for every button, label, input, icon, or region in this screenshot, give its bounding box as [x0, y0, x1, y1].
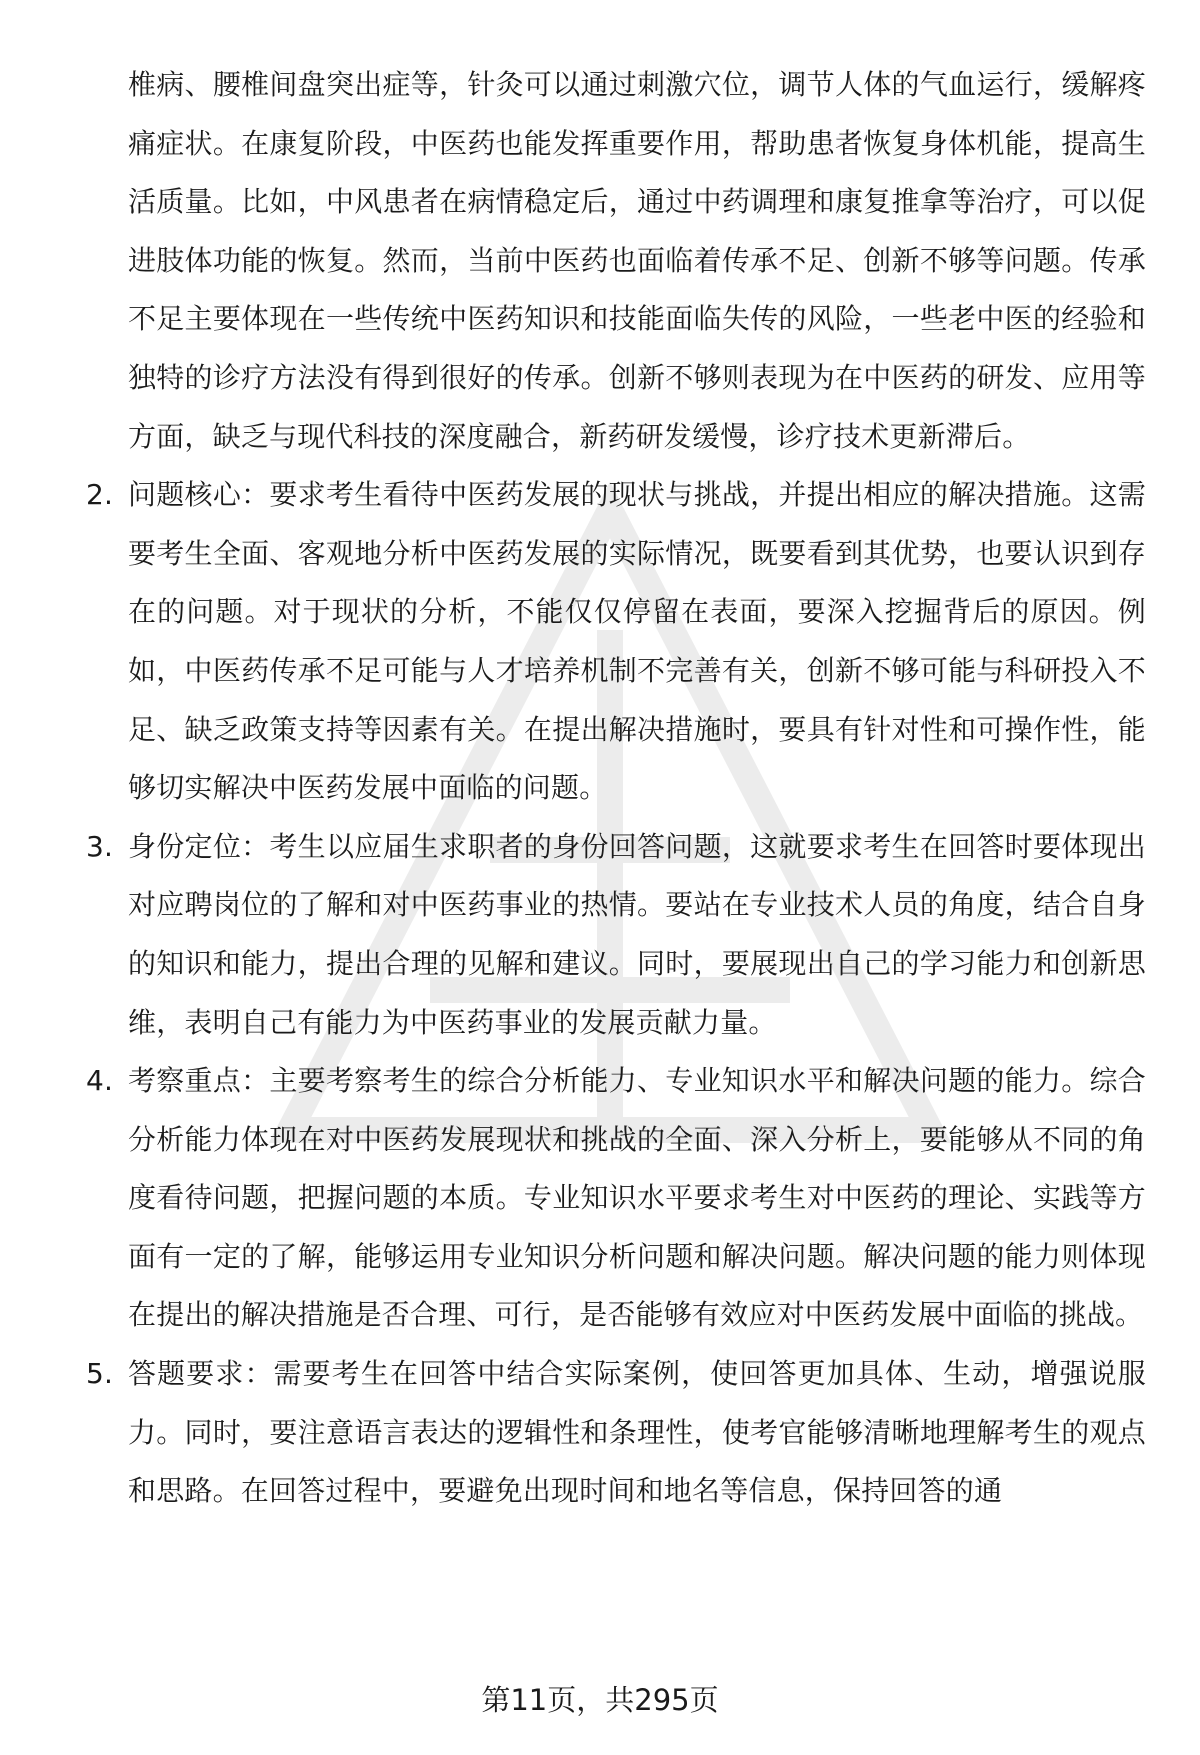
list-item-text: 问题核心：要求考生看待中医药发展的现状与挑战，并提出相应的解决措施。这需要考生全面、客观地分析中医药发展的实际情况，既要看到其优势，也要认识到存在的问题。对于现状的分析，不能仅仅停留在表面，要深入挖掘背后的原因。例如，中医药传承不足可能与人才培养机制不完善有关，创新不够可能与科研投入不足、缺乏政策支持等因素有关。在提出解决措施时，要具有针对性和可操作性，能够切实解决中医药发展中面临的问题。: [128, 478, 1146, 805]
list-item-number: 5.: [86, 1357, 114, 1391]
list-item-2: [86, 466, 1146, 818]
page-content: [86, 56, 1146, 1521]
list-item-number: 2.: [86, 478, 114, 512]
list-item-number: 4.: [86, 1064, 114, 1098]
continuation-paragraph: 椎病、腰椎间盘突出症等，针灸可以通过刺激穴位，调节人体的气血运行，缓解疼痛症状。在康复阶段，中医药也能发挥重要作用，帮助患者恢复身体机能，提高生活质量。比如，中风患者在病情稳定后，通过中药调理和康复推拿等治疗，可以促进肢体功能的恢复。然而，当前中医药也面临着传承不足、创新不够等问题。传承不足主要体现在一些传统中医药知识和技能面临失传的风险，一些老中医的经验和独特的诊疗方法没有得到很好的传承。创新不够则表现为在中医药的研发、应用等方面，缺乏与现代科技的深度融合，新药研发缓慢，诊疗技术更新滞后。: [128, 68, 1146, 453]
list-item-number: 3.: [86, 829, 114, 863]
page-number-label: 第11页，共295页: [481, 1683, 719, 1717]
list-item-text: 考察重点：主要考察考生的综合分析能力、专业知识水平和解决问题的能力。综合分析能力体现在对中医药发展现状和挑战的全面、深入分析上，要能够从不同的角度看待问题，把握问题的本质。专业知识水平要求考生对中医药的理论、实践等方面有一定的了解，能够运用专业知识分析问题和解决问题。解决问题的能力则体现在提出的解决措施是否合理、可行，是否能够有效应对中医药发展中面临的挑战。: [128, 1064, 1146, 1332]
list-item-5: [86, 1345, 1146, 1521]
list-item-text: 答题要求：需要考生在回答中结合实际案例，使回答更加具体、生动，增强说服力。同时，要注意语言表达的逻辑性和条理性，使考官能够清晰地理解考生的观点和思路。在回答过程中，要避免出现时间和地名等信息，保持回答的通: [128, 1357, 1146, 1508]
list-item-3: [86, 818, 1146, 1052]
page-footer: [0, 1680, 1200, 1720]
list-item-text: 身份定位：考生以应届生求职者的身份回答问题，这就要求考生在回答时要体现出对应聘岗位的了解和对中医药事业的热情。要站在专业技术人员的角度，结合自身的知识和能力，提出合理的见解和建议。同时，要展现出自己的学习能力和创新思维，表明自己有能力为中医药事业的发展贡献力量。: [128, 829, 1146, 1039]
list-item-4: [86, 1052, 1146, 1345]
